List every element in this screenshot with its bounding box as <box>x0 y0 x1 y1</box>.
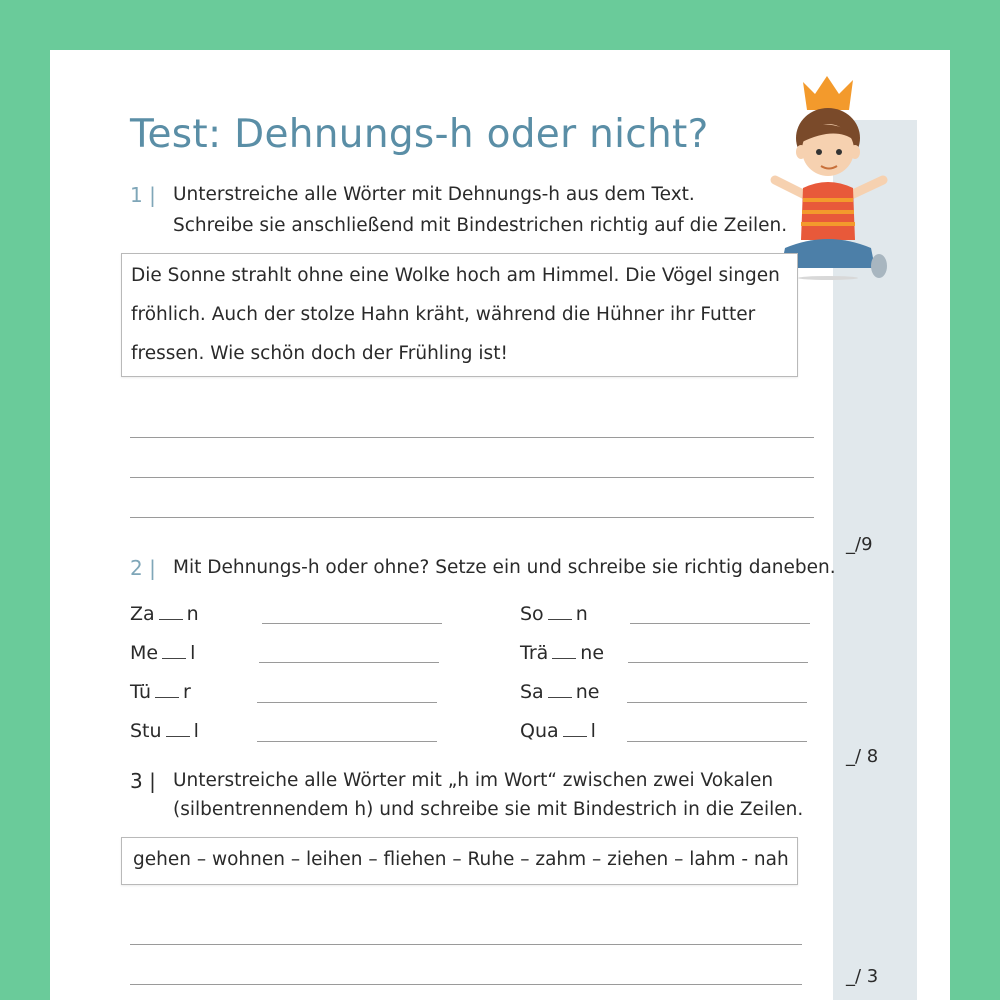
word-item[interactable] <box>520 642 604 664</box>
task2-score: _/ 8 <box>846 746 879 767</box>
word-suffix: r <box>183 681 191 703</box>
word-prefix: Sa <box>520 681 544 703</box>
task3-word-box <box>121 837 798 885</box>
fill-blank[interactable] <box>155 683 179 698</box>
answer-line[interactable] <box>628 662 808 663</box>
word-item[interactable] <box>130 603 199 625</box>
task1-instruction-line1: Unterstreiche alle Wörter mit Dehnungs-h aus dem Text. <box>173 184 695 205</box>
task2-instruction: Mit Dehnungs-h oder ohne? Setze ein und schreibe sie richtig daneben. <box>173 557 836 578</box>
answer-line[interactable] <box>257 702 437 703</box>
task1-box-line: fröhlich. Auch der stolze Hahn kräht, während die Hühner ihr Futter <box>131 304 756 325</box>
worksheet-page <box>50 50 950 1000</box>
word-prefix: Me <box>130 642 159 664</box>
fill-blank[interactable] <box>552 644 576 659</box>
boy-with-crown-illustration <box>755 70 895 280</box>
word-prefix: Za <box>130 603 155 625</box>
word-item[interactable] <box>130 720 199 742</box>
page-title: Test: Dehnungs-h oder nicht? <box>130 112 709 157</box>
fill-blank[interactable] <box>159 605 183 620</box>
word-suffix: l <box>190 642 196 664</box>
answer-line[interactable] <box>627 741 807 742</box>
word-prefix: Tü <box>130 681 152 703</box>
word-item[interactable] <box>520 681 599 703</box>
word-suffix: n <box>186 603 199 625</box>
task1-number: 1 | <box>130 183 156 207</box>
word-prefix: Trä <box>520 642 549 664</box>
task1-score: _/9 <box>846 534 873 555</box>
task3-instruction-line1: Unterstreiche alle Wörter mit „h im Wort“ zwischen zwei Vokalen <box>173 770 774 791</box>
task1-write-line[interactable] <box>130 517 814 518</box>
task3-word-list: gehen – wohnen – leihen – fliehen – Ruhe – zahm – ziehen – lahm - nah <box>133 849 789 870</box>
task1-write-line[interactable] <box>130 477 814 478</box>
answer-line[interactable] <box>262 623 442 624</box>
word-prefix: So <box>520 603 544 625</box>
word-item[interactable] <box>520 720 596 742</box>
task1-text-box <box>121 253 798 377</box>
word-suffix: ne <box>575 681 600 703</box>
task1-write-line[interactable] <box>130 437 814 438</box>
fill-blank[interactable] <box>548 605 572 620</box>
word-suffix: ne <box>580 642 605 664</box>
word-item[interactable] <box>520 603 588 625</box>
fill-blank[interactable] <box>166 722 190 737</box>
task3-instruction-line2: (silbentrennendem h) und schreibe sie mit Bindestrich in die Zeilen. <box>173 799 804 820</box>
fill-blank[interactable] <box>162 644 186 659</box>
answer-line[interactable] <box>630 623 810 624</box>
answer-line[interactable] <box>259 662 439 663</box>
word-suffix: l <box>193 720 199 742</box>
word-prefix: Qua <box>520 720 559 742</box>
fill-blank[interactable] <box>548 683 572 698</box>
answer-line[interactable] <box>257 741 437 742</box>
task1-box-line: fressen. Wie schön doch der Frühling ist! <box>131 343 508 364</box>
word-suffix: l <box>590 720 596 742</box>
task1-box-line: Die Sonne strahlt ohne eine Wolke hoch am Himmel. Die Vögel singen <box>131 265 780 286</box>
task3-score: _/ 3 <box>846 966 879 987</box>
task3-number: 3 | <box>130 769 156 793</box>
task3-write-line[interactable] <box>130 944 802 945</box>
answer-line[interactable] <box>627 702 807 703</box>
task1-instruction-line2: Schreibe sie anschließend mit Bindestrichen richtig auf die Zeilen. <box>173 215 788 236</box>
word-prefix: Stu <box>130 720 162 742</box>
fill-blank[interactable] <box>563 722 587 737</box>
word-item[interactable] <box>130 681 191 703</box>
word-item[interactable] <box>130 642 195 664</box>
word-suffix: n <box>575 603 588 625</box>
task3-write-line[interactable] <box>130 984 802 985</box>
task2-number: 2 | <box>130 556 156 580</box>
